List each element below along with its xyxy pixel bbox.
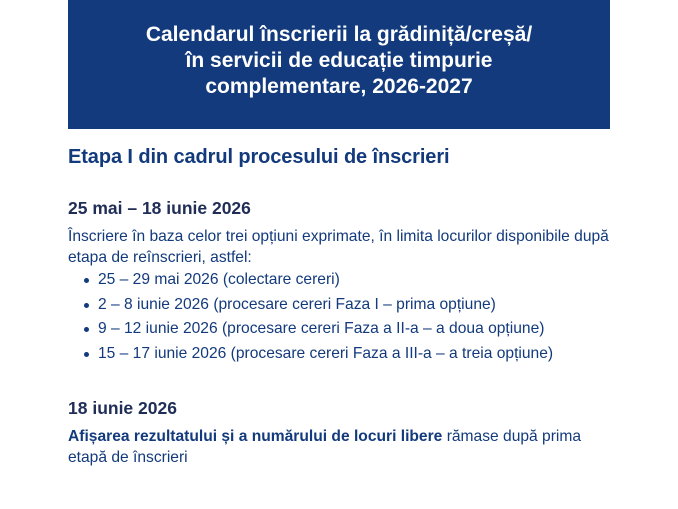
period-2-description-bold: Afișarea rezultatului și a numărului de locuri libere (68, 428, 443, 445)
period-1-date: 25 mai – 18 iunie 2026 (68, 198, 251, 218)
bullet-dot-icon (84, 352, 89, 357)
bullet-dot-icon (84, 278, 89, 283)
schedule-list (68, 268, 553, 366)
list-item-text: 25 – 29 mai 2026 (colectare cereri) (98, 271, 340, 288)
bullet-dot-icon (84, 327, 89, 332)
title-banner (68, 0, 610, 129)
list-item-text: 2 – 8 iunie 2026 (procesare cereri Faza I – prima opțiune) (98, 295, 496, 313)
bullet-dot-icon (84, 303, 89, 308)
title-line-3: complementare, 2026-2027 (205, 74, 473, 98)
page-title (146, 22, 532, 100)
list-item (68, 317, 553, 342)
list-item (68, 268, 553, 293)
period-2-description-rest: rămase după prima etapă de înscrieri (68, 428, 582, 466)
stage-heading: Etapa I din cadrul procesului de înscrieri (68, 146, 450, 168)
title-line-1: Calendarul înscrierii la grădiniță/creșă/ (145, 22, 533, 46)
period-2-date: 18 iunie 2026 (68, 398, 177, 418)
period-2-description (68, 426, 613, 468)
list-item (68, 342, 553, 367)
list-item-text: 9 – 12 iunie 2026 (procesare cereri Faza a II-a – a doua opțiune) (98, 320, 545, 337)
period-1-description: Înscriere în baza celor trei opțiuni exprimate, în limita locurilor disponibile după etapa de reînscrieri, astfel: (68, 228, 609, 266)
list-item (68, 293, 553, 318)
title-line-2: în servicii de educație timpurie (185, 48, 493, 72)
list-item-text: 15 – 17 iunie 2026 (procesare cereri Faza a III-a – a treia opțiune) (98, 344, 554, 362)
